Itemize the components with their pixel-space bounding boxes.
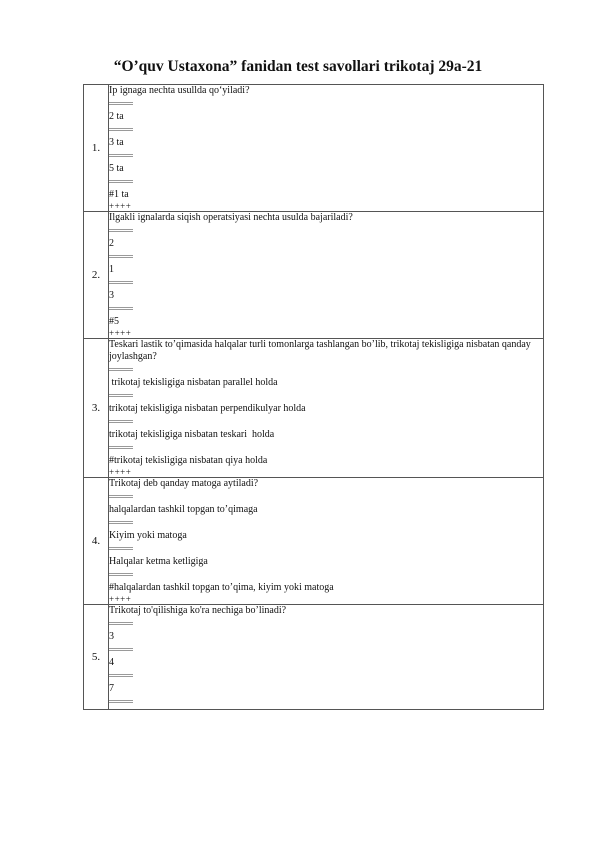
separator [109, 179, 133, 184]
separator [109, 699, 133, 704]
question-row [84, 85, 544, 212]
separator [109, 127, 133, 132]
answer-option: Halqalar ketma ketligiga [109, 556, 208, 567]
separator [109, 494, 133, 499]
answer-option: 2 [109, 238, 114, 249]
answer-option: 4 [109, 657, 114, 668]
separator [109, 546, 133, 551]
separator [109, 445, 133, 450]
question-row [84, 212, 544, 339]
answer-option: trikotaj tekisligiga nisbatan teskari holda [109, 429, 275, 440]
correct-answer-option: #5 [109, 316, 119, 327]
question-text: Ilgakli ignalarda siqish operatsiyasi nechta usulda bajariladi? [109, 212, 353, 223]
answer-option: 1 [109, 264, 114, 275]
answer-option: 7 [109, 683, 114, 694]
question-number: 5. [84, 605, 109, 710]
question-number: 3. [84, 339, 109, 478]
correct-answer-option: #trikotaj tekisligiga nisbatan qiya holda [109, 455, 268, 466]
separator [109, 228, 133, 233]
separator [109, 673, 133, 678]
questions-table [83, 84, 544, 710]
question-text: Teskari lastik to’qimasida halqalar turli tomonlarga tashlangan bo’lib, trikotaj tekisligiga nisbatan qanday joylashgan? [109, 339, 534, 362]
answer-option: 5 ta [109, 163, 124, 174]
question-text: Trikotaj to'qilishiga ko'ra nechiga bo’linadi? [109, 605, 287, 616]
separator [109, 520, 133, 525]
page-title: “O’quv Ustaxona” fanidan test savollari trikotaj 29a-21 [113, 58, 483, 75]
separator [109, 254, 133, 259]
answer-option: 3 [109, 631, 114, 642]
question-text: Trikotaj deb qanday matoga aytiladi? [109, 478, 259, 489]
question-row [84, 605, 544, 710]
question-number: 1. [84, 85, 109, 212]
separator [109, 367, 133, 372]
answer-option: trikotaj tekisligiga nisbatan perpendikulyar holda [109, 403, 306, 414]
question-cell [109, 339, 544, 478]
separator [109, 572, 133, 577]
answer-option: trikotaj tekisligiga nisbatan parallel holda [109, 377, 278, 388]
question-row [84, 339, 544, 478]
question-row [84, 478, 544, 605]
answer-option: 2 ta [109, 111, 124, 122]
end-marker: ++++ [109, 467, 132, 477]
end-marker: ++++ [109, 594, 132, 604]
answer-option: Kiyim yoki matoga [109, 530, 187, 541]
question-cell [109, 212, 544, 339]
separator [109, 419, 133, 424]
separator [109, 280, 133, 285]
correct-answer-option: #1 ta [109, 189, 129, 200]
question-number: 4. [84, 478, 109, 605]
correct-answer-option: #halqalardan tashkil topgan to’qima, kiyim yoki matoga [109, 582, 334, 593]
separator [109, 621, 133, 626]
answer-option: 3 [109, 290, 114, 301]
separator [109, 153, 133, 158]
question-number: 2. [84, 212, 109, 339]
question-cell [109, 478, 544, 605]
separator [109, 306, 133, 311]
separator [109, 101, 133, 106]
answer-option: halqalardan tashkil topgan to’qimaga [109, 504, 258, 515]
question-cell [109, 605, 544, 710]
end-marker: ++++ [109, 201, 132, 211]
answer-option: 3 ta [109, 137, 124, 148]
question-cell [109, 85, 544, 212]
separator [109, 393, 133, 398]
end-marker: ++++ [109, 328, 132, 338]
separator [109, 647, 133, 652]
question-text: Ip ignaga nechta usullda qo‘yiladi? [109, 85, 250, 96]
